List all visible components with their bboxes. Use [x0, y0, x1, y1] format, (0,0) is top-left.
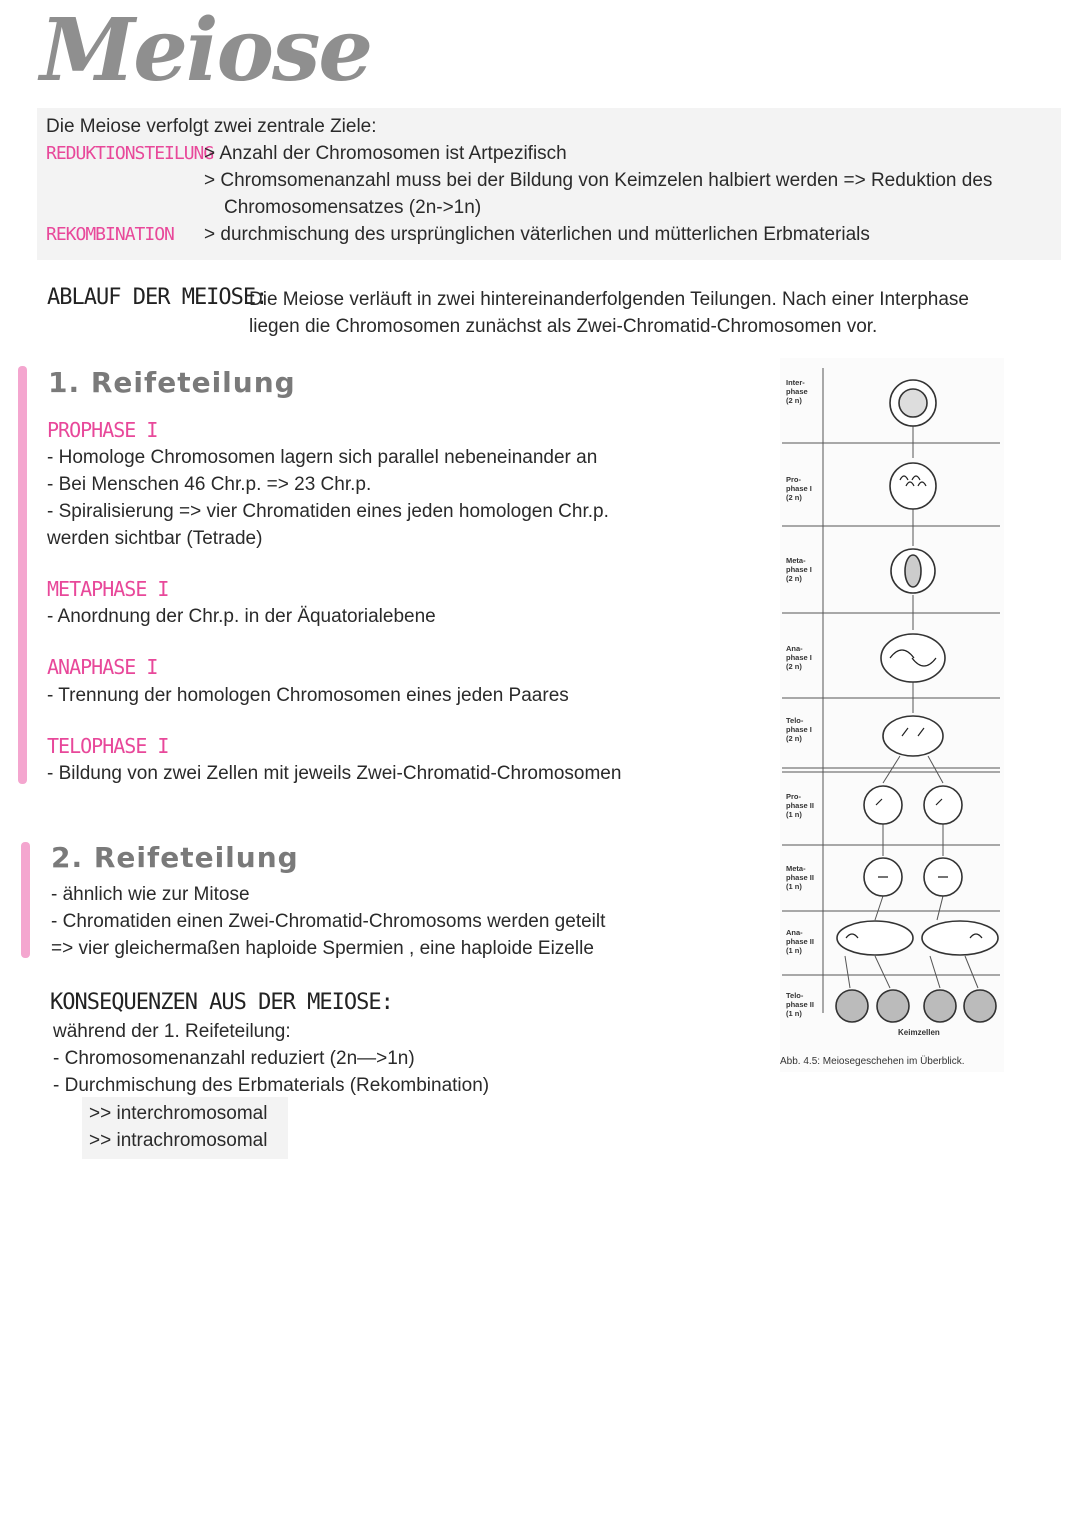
- keimzellen-label: Keimzellen: [898, 1028, 940, 1037]
- figure-caption: Abb. 4.5: Meiosegeschehen im Überblick.: [780, 1056, 965, 1067]
- prophase-line-2: - Bei Menschen 46 Chr.p. => 23 Chr.p.: [47, 474, 372, 495]
- metaphase-line: - Anordnung der Chr.p. in der Äquatorialebene: [47, 606, 436, 627]
- fig-label-interphase: Inter- phase (2 n): [786, 378, 808, 405]
- sub-inter: >> interchromosomal: [89, 1103, 268, 1124]
- reife2-line-3: => vier gleichermaßen haploide Spermien , eine haploide Eizelle: [51, 938, 594, 959]
- rekombination-label: REKOMBINATION: [46, 224, 174, 245]
- section-bar-2: [21, 842, 30, 958]
- ablauf-label: ABLAUF DER MEIOSE:: [47, 285, 268, 310]
- reduktion-line-3: Chromosomensatzes (2n->1n): [224, 197, 482, 218]
- metaphase-label: METAPHASE I: [47, 577, 169, 601]
- konsequenzen-label: KONSEQUENZEN AUS DER MEIOSE:: [50, 990, 393, 1015]
- reife2-line-1: - ähnlich wie zur Mitose: [51, 884, 250, 905]
- rekombination-line: > durchmischung des ursprünglichen väterlichen und mütterlichen Erbmaterials: [204, 224, 870, 245]
- anaphase-line: - Trennung der homologen Chromosomen eines jeden Paares: [47, 685, 569, 706]
- fig-label-metaphase-2: Meta- phase II (1 n): [786, 864, 814, 891]
- meiosis-diagram: [780, 358, 1004, 1072]
- konsequenzen-line-2: - Chromosomenanzahl reduziert (2n—>1n): [53, 1048, 415, 1069]
- anaphase-label: ANAPHASE I: [47, 655, 158, 679]
- ablauf-line-2: liegen die Chromosomen zunächst als Zwei-Chromatid-Chromosomen vor.: [249, 316, 878, 337]
- prophase-label: PROPHASE I: [47, 418, 158, 442]
- sub-intra: >> intrachromosomal: [89, 1130, 268, 1151]
- reduktion-label: REDUKTIONSTEILUNG: [46, 143, 214, 164]
- fig-label-telophase-1: Telo- phase I (2 n): [786, 716, 812, 743]
- reife2-heading: 2. Reifeteilung: [51, 841, 299, 874]
- konsequenzen-line-1: während der 1. Reifeteilung:: [53, 1021, 291, 1042]
- reife1-heading: 1. Reifeteilung: [48, 366, 296, 399]
- fig-label-metaphase-1: Meta- phase I (2 n): [786, 556, 812, 583]
- prophase-line-1: - Homologe Chromosomen lagern sich parallel nebeneinander an: [47, 447, 598, 468]
- reife2-line-2: - Chromatiden einen Zwei-Chromatid-Chromosoms werden geteilt: [51, 911, 606, 932]
- fig-label-prophase-1: Pro- phase I (2 n): [786, 475, 812, 502]
- fig-label-anaphase-2: Ana- phase II (1 n): [786, 928, 814, 955]
- prophase-line-3: - Spiralisierung => vier Chromatiden eines jeden homologen Chr.p.: [47, 501, 609, 522]
- meiosis-figure: [780, 358, 1004, 1072]
- fig-label-telophase-2: Telo- phase II (1 n): [786, 991, 814, 1018]
- telophase-label: TELOPHASE I: [47, 734, 169, 758]
- ablauf-line-1: Die Meiose verläuft in zwei hintereinanderfolgenden Teilungen. Nach einer Interphase: [249, 289, 969, 310]
- prophase-line-4: werden sichtbar (Tetrade): [47, 528, 263, 549]
- reduktion-line-2: > Chromsomenanzahl muss bei der Bildung von Keimzelen halbiert werden => Reduktion des: [204, 170, 993, 191]
- fig-label-prophase-2: Pro- phase II (1 n): [786, 792, 814, 819]
- telophase-line: - Bildung von zwei Zellen mit jeweils Zwei-Chromatid-Chromosomen: [47, 763, 622, 784]
- page-title: Meiose: [40, 0, 372, 101]
- konsequenzen-line-3: - Durchmischung des Erbmaterials (Rekombination): [53, 1075, 490, 1096]
- fig-label-anaphase-1: Ana- phase I (2 n): [786, 644, 812, 671]
- section-bar-1: [18, 366, 27, 784]
- goals-intro: Die Meiose verfolgt zwei zentrale Ziele:: [46, 116, 377, 137]
- reduktion-line-1: > Anzahl der Chromosomen ist Artpezifisch: [204, 143, 567, 164]
